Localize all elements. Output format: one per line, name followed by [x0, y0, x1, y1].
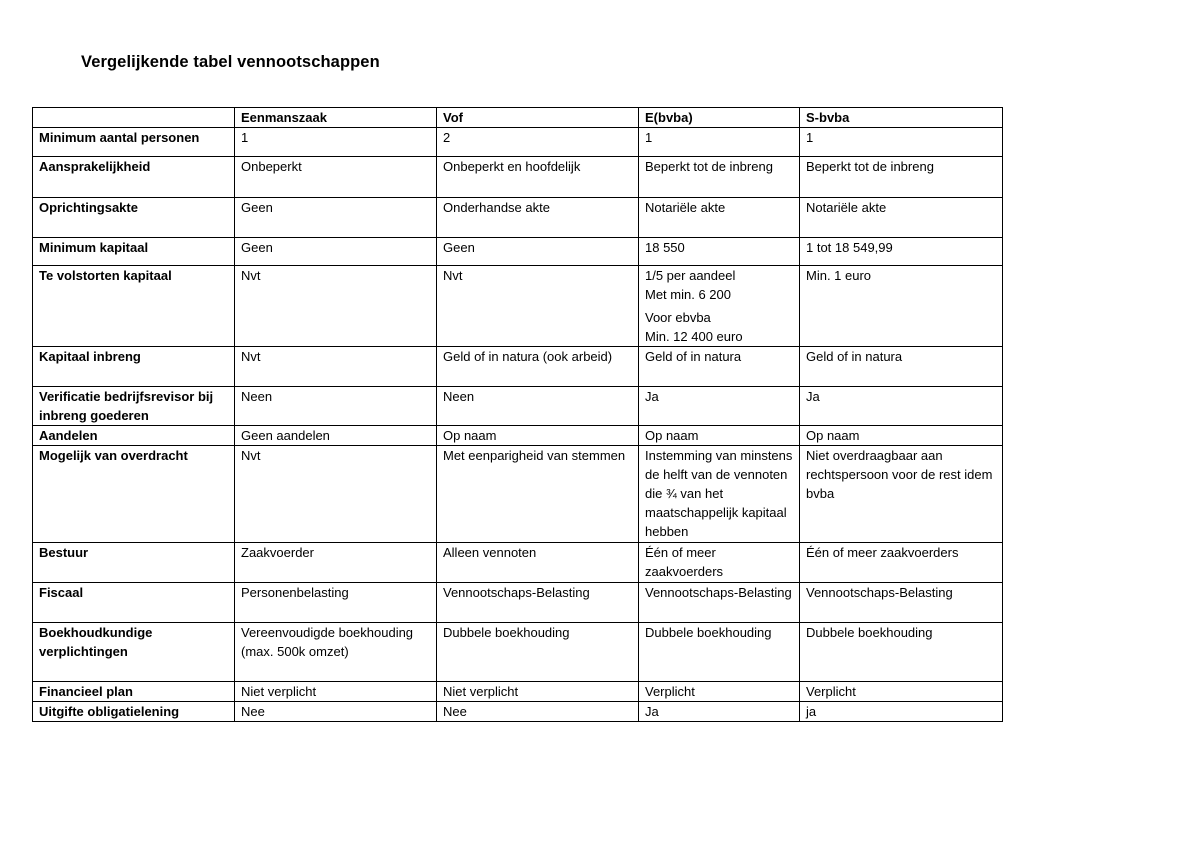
table-row	[33, 387, 1003, 426]
table-cell: Geld of in natura	[639, 347, 800, 387]
cell-line: Min. 12 400 euro	[645, 329, 743, 344]
table-cell: Ja	[800, 387, 1003, 426]
row-label: Fiscaal	[33, 583, 235, 623]
table-cell: Vennootschaps-Belasting	[639, 583, 800, 623]
table-row	[33, 583, 1003, 623]
table-cell: 1	[235, 128, 437, 157]
table-cell: Nvt	[235, 266, 437, 347]
table-cell: Notariële akte	[800, 198, 1003, 238]
table-cell: Op naam	[800, 426, 1003, 446]
table-cell: Verplicht	[800, 682, 1003, 702]
table-cell: Personenbelasting	[235, 583, 437, 623]
table-row	[33, 543, 1003, 583]
table-cell: Nee	[437, 702, 639, 722]
table-row	[33, 266, 1003, 347]
table-cell: Niet overdraagbaar aan rechtspersoon voor de rest idem bvba	[800, 446, 1003, 543]
table-cell: Geen	[437, 238, 639, 266]
table-cell: Beperkt tot de inbreng	[800, 157, 1003, 198]
row-label: Mogelijk van overdracht	[33, 446, 235, 543]
table-cell: Op naam	[437, 426, 639, 446]
table-cell: Zaakvoerder	[235, 543, 437, 583]
table-header-cell: Eenmanszaak	[235, 108, 437, 128]
table-cell: 1	[639, 128, 800, 157]
table-row	[33, 128, 1003, 157]
row-label: Aandelen	[33, 426, 235, 446]
table-cell	[639, 266, 800, 347]
table-cell: Neen	[235, 387, 437, 426]
table-cell: Nvt	[235, 347, 437, 387]
table-row	[33, 446, 1003, 543]
table-cell: 18 550	[639, 238, 800, 266]
table-cell: Dubbele boekhouding	[437, 623, 639, 682]
table-cell: 2	[437, 128, 639, 157]
table-cell: Dubbele boekhouding	[639, 623, 800, 682]
table-cell: Vennootschaps-Belasting	[437, 583, 639, 623]
table-cell: Alleen vennoten	[437, 543, 639, 583]
table-cell: Met eenparigheid van stemmen	[437, 446, 639, 543]
table-cell: Geen aandelen	[235, 426, 437, 446]
table-header-cell: E(bvba)	[639, 108, 800, 128]
table-cell: Nee	[235, 702, 437, 722]
cell-line: 1/5 per aandeel	[645, 268, 736, 283]
table-cell: Op naam	[639, 426, 800, 446]
table-cell: Ja	[639, 387, 800, 426]
row-label: Oprichtingsakte	[33, 198, 235, 238]
row-label: Minimum kapitaal	[33, 238, 235, 266]
table-cell: 1	[800, 128, 1003, 157]
table-cell: Beperkt tot de inbreng	[639, 157, 800, 198]
table-cell: Geen	[235, 238, 437, 266]
table-cell: Instemming van minstens de helft van de vennoten die ¾ van het maatschappelijk kapitaal hebben	[639, 446, 800, 543]
table-row	[33, 623, 1003, 682]
table-cell: Niet verplicht	[437, 682, 639, 702]
table-cell: Één of meer zaakvoerders	[639, 543, 800, 583]
table-cell: Vennootschaps-Belasting	[800, 583, 1003, 623]
table-cell: Verplicht	[639, 682, 800, 702]
row-label: Bestuur	[33, 543, 235, 583]
table-cell: Notariële akte	[639, 198, 800, 238]
table-cell: Dubbele boekhouding	[800, 623, 1003, 682]
row-label: Uitgifte obligatielening	[33, 702, 235, 722]
table-cell: Één of meer zaakvoerders	[800, 543, 1003, 583]
table-row	[33, 702, 1003, 722]
table-header-cell: S-bvba	[800, 108, 1003, 128]
table-row	[33, 157, 1003, 198]
row-label: Boekhoudkundige verplichtingen	[33, 623, 235, 682]
table-cell: Geld of in natura	[800, 347, 1003, 387]
row-label: Te volstorten kapitaal	[33, 266, 235, 347]
table-cell: Vereenvoudigde boekhouding (max. 500k omzet)	[235, 623, 437, 682]
table-cell: Geen	[235, 198, 437, 238]
document-title: Vergelijkende tabel vennootschappen	[81, 53, 380, 71]
table-row	[33, 238, 1003, 266]
table-cell: Min. 1 euro	[800, 266, 1003, 347]
table-cell: Nvt	[235, 446, 437, 543]
row-label: Financieel plan	[33, 682, 235, 702]
table-cell: Onbeperkt	[235, 157, 437, 198]
row-label: Aansprakelijkheid	[33, 157, 235, 198]
table-row	[33, 426, 1003, 446]
row-label: Verificatie bedrijfsrevisor bij inbreng goederen	[33, 387, 235, 426]
table-cell: Onbeperkt en hoofdelijk	[437, 157, 639, 198]
table-cell: Ja	[639, 702, 800, 722]
table-row	[33, 682, 1003, 702]
table-cell: Nvt	[437, 266, 639, 347]
table-cell: 1 tot 18 549,99	[800, 238, 1003, 266]
cell-line: Voor ebvba	[645, 310, 711, 325]
row-label: Kapitaal inbreng	[33, 347, 235, 387]
table-header-cell: Vof	[437, 108, 639, 128]
table-header-row	[33, 108, 1003, 128]
table-row	[33, 198, 1003, 238]
comparison-table	[32, 107, 1003, 722]
table-cell: ja	[800, 702, 1003, 722]
table-row	[33, 347, 1003, 387]
table-cell: Neen	[437, 387, 639, 426]
table-cell: Niet verplicht	[235, 682, 437, 702]
table-header-cell	[33, 108, 235, 128]
table-cell: Geld of in natura (ook arbeid)	[437, 347, 639, 387]
table-cell: Onderhandse akte	[437, 198, 639, 238]
row-label: Minimum aantal personen	[33, 128, 235, 157]
cell-line: Met min. 6 200	[645, 287, 731, 302]
